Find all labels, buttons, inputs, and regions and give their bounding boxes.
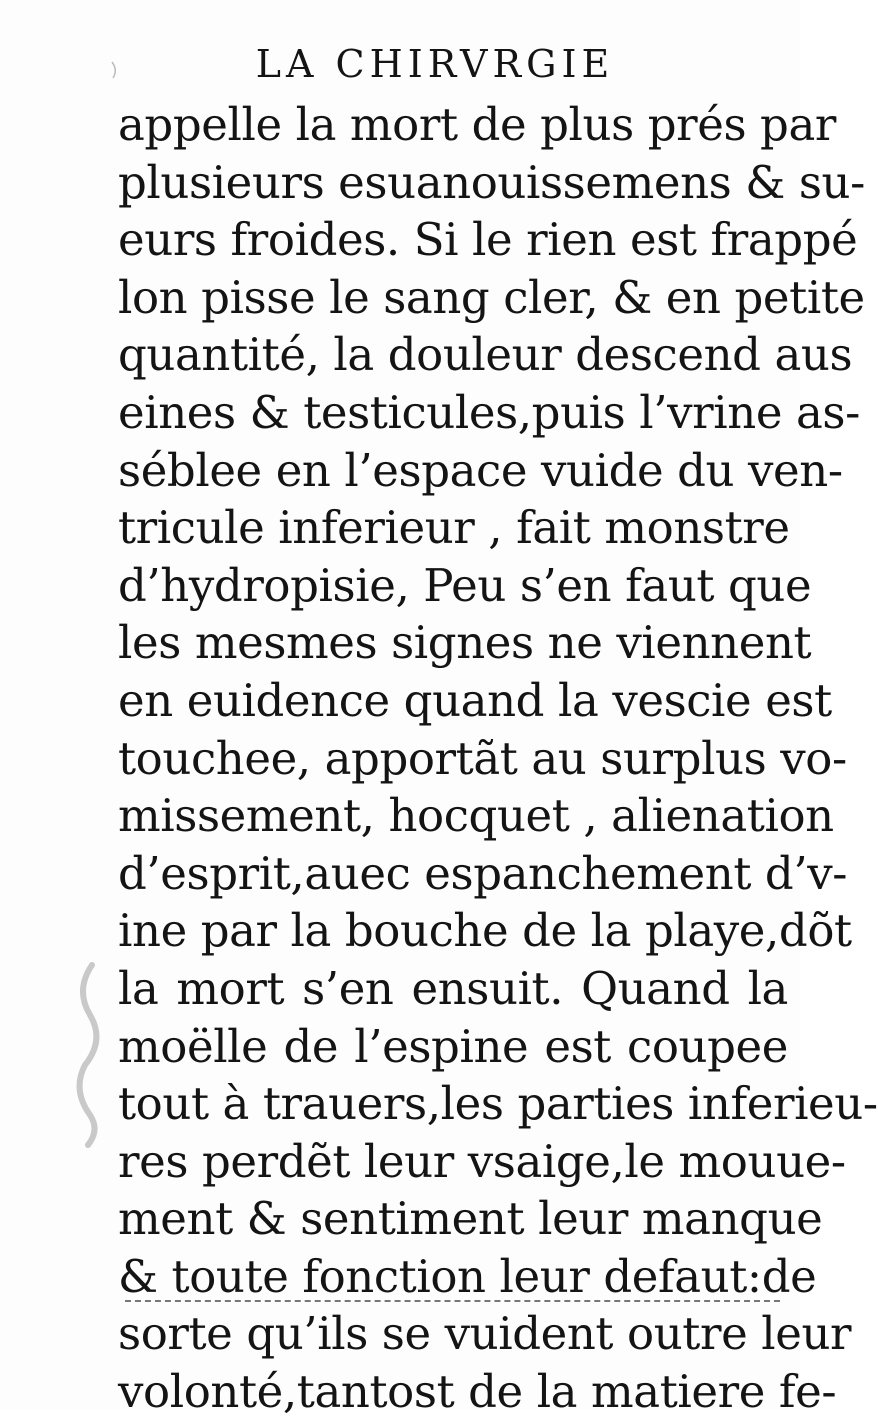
text-line: & toute fonction leur defaut:de bbox=[118, 1249, 817, 1303]
text-line: missement, hocquet , alienation bbox=[118, 789, 834, 843]
text-line: ine par la bouche de la playe,dõt bbox=[118, 904, 852, 958]
text-line: la mort s’en ensuit. Quand la bbox=[118, 961, 788, 1015]
page-bottom-rule bbox=[125, 1300, 780, 1302]
text-line: eurs froides. Si le rien est frappé bbox=[118, 213, 858, 267]
text-line: res perdẽt leur vsaige,le mouue- bbox=[118, 1134, 846, 1188]
text-line: moëlle de l’espine est coupee bbox=[118, 1019, 788, 1073]
text-line: eines & testicules,puis l’vrine as- bbox=[118, 385, 860, 439]
body-text bbox=[118, 96, 878, 1421]
text-line: volonté,tantost de la matiere fe- bbox=[118, 1365, 837, 1419]
text-line: quantité, la douleur descend aus bbox=[118, 328, 853, 382]
ink-smudge-icon bbox=[70, 960, 110, 1150]
text-line: en euidence quand la vescie est bbox=[118, 673, 832, 727]
text-line: tout à trauers,les parties inferieu- bbox=[118, 1077, 878, 1131]
text-line: appelle la mort de plus prés par bbox=[118, 98, 836, 151]
text-line: séblee en l’espace vuide du ven- bbox=[118, 443, 843, 497]
text-line: sorte qu’ils se vuident outre leur bbox=[118, 1307, 852, 1361]
text-line: d’hydropisie, Peu s’en faut que bbox=[118, 558, 812, 612]
text-line: lon pisse le sang cler, & en petite bbox=[118, 270, 865, 324]
running-head: LA CHIRVRGIE bbox=[255, 42, 615, 86]
text-line: ment & sentiment leur manque bbox=[118, 1192, 823, 1246]
text-line: les mesmes signes ne viennent bbox=[118, 616, 812, 670]
text-line: plusieurs esuanouissemens & su- bbox=[118, 155, 865, 209]
text-line: touchee, apportãt au surplus vo- bbox=[118, 731, 847, 785]
text-line: tricule inferieur , fait monstre bbox=[118, 501, 790, 555]
text-line: d’esprit,auec espanchement d’v- bbox=[118, 846, 848, 900]
